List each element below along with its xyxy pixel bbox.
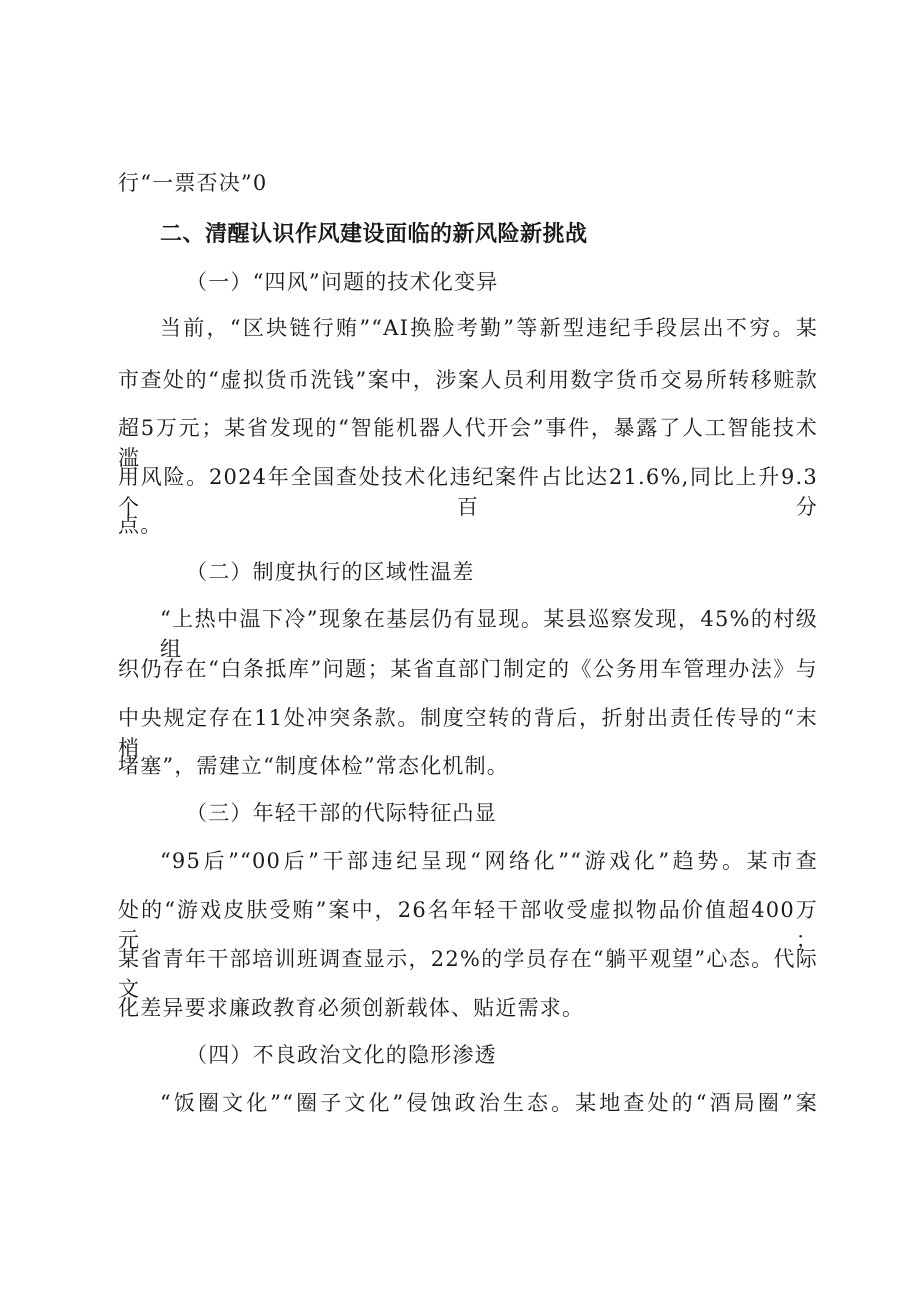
- section-heading: 二、清醒认识作风建设面临的新风险新挑战: [160, 222, 588, 247]
- paragraph-line: “上热中温下冷”现象在基层仍有显现。某县巡察发现，45%的村级组: [160, 607, 818, 661]
- paragraph-line: “95后”“00后”干部违纪呈现“网络化”“游戏化”趋势。某市查: [160, 849, 818, 873]
- paragraph-line: 处的“游戏皮肤受贿”案中，26名年轻干部收受虚拟物品价值超400万元；: [118, 898, 818, 952]
- paragraph-line: 化差异要求廉政教育必须创新载体、贴近需求。: [118, 996, 585, 1020]
- paragraph-line: 市查处的“虚拟货币洗钱”案中，涉案人员利用数字货币交易所转移赃款: [118, 368, 818, 392]
- paragraph-line: 超5万元；某省发现的“智能机器人代开会”事件，暴露了人工智能技术滥: [118, 416, 818, 470]
- subsection-title-2: （二）制度执行的区域性温差: [186, 560, 475, 584]
- subsection-title-1: （一）“四风”问题的技术化变异: [186, 270, 499, 294]
- subsection-title-4: （四）不良政治文化的隐形渗透: [186, 1043, 497, 1067]
- carryover-line: 行“一票否决”0: [118, 171, 268, 195]
- subsection-title-3: （三）年轻干部的代际特征凸显: [186, 801, 497, 825]
- paragraph-line: 点。: [118, 513, 163, 537]
- paragraph-line: 堵塞”，需建立“制度体检”常态化机制。: [118, 754, 510, 778]
- paragraph-line: 用风险。2024年全国查处技术化违纪案件占比达21.6%,同比上升9.3个百分: [118, 465, 818, 519]
- paragraph-line: 某省青年干部培训班调查显示，22%的学员存在“躺平观望”心态。代际文: [118, 947, 818, 1001]
- paragraph-line: 织仍存在“白条抵库”问题；某省直部门制定的《公务用车管理办法》与: [118, 657, 818, 681]
- paragraph-line: 中央规定存在11处冲突条款。制度空转的背后，折射出责任传导的“末梢: [118, 706, 818, 760]
- paragraph-line: “饭圈文化”“圈子文化”侵蚀政治生态。某地查处的“酒局圈”案: [160, 1091, 818, 1115]
- paragraph-line: 当前，“区块链行贿”“AI换脸考勤”等新型违纪手段层出不穷。某: [160, 316, 818, 340]
